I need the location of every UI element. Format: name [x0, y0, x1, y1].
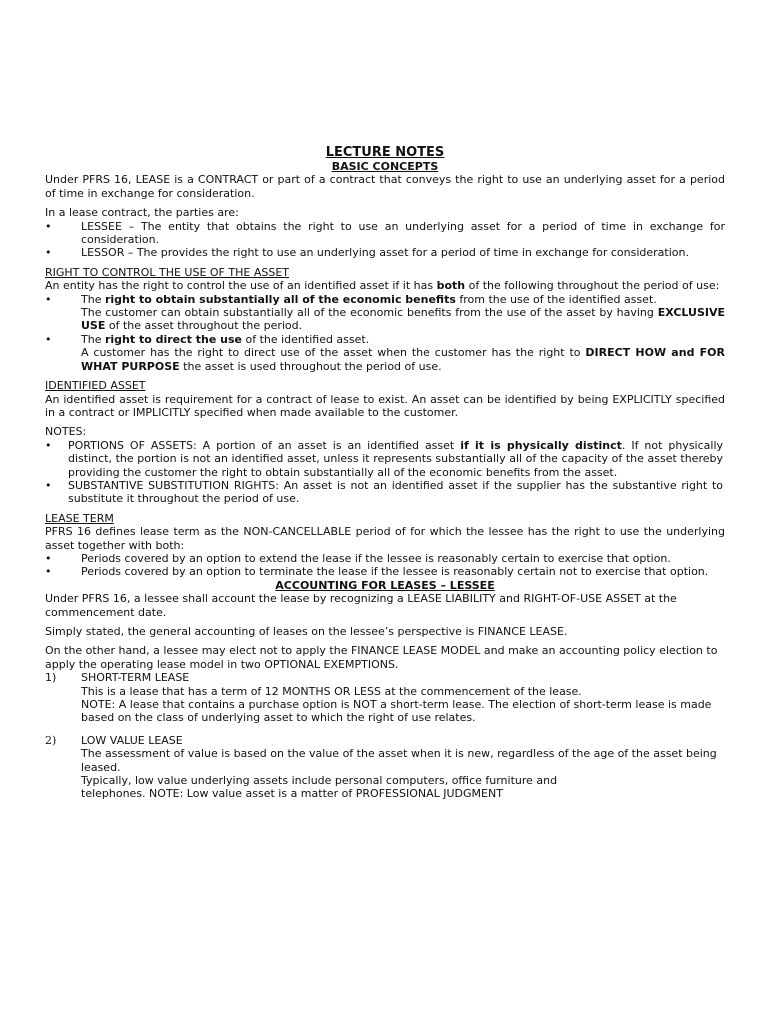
party-lessee: LESSEE – The entity that obtains the right to use an underlying asset for a period of time in exchange for consideration. — [81, 219, 725, 247]
lease-term-option-terminate: Periods covered by an option to terminate the lease if the lessee is reasonably certain not to exercise that option. — [81, 565, 709, 579]
lease-term-text: PFRS 16 defines lease term as the NON-CANCELLABLE period of for which the lessee has the right to use the underlying asset together with both: — [45, 525, 725, 552]
page-subtitle: BASIC CONCEPTS — [331, 160, 439, 173]
bullet-icon: • — [45, 438, 52, 452]
economic-benefits-item: The right to obtain substantially all of the economic benefits from the use of the identified asset. — [81, 292, 657, 306]
note-substitution-rights: SUBSTANTIVE SUBSTITUTION RIGHTS: An asset is not an identified asset if the supplier has the substantive right to substitute it throughout the period of use. — [68, 478, 723, 506]
list-item — [45, 565, 725, 578]
list-item — [45, 246, 725, 259]
list-item — [45, 220, 725, 247]
exemption-title: SHORT-TERM LEASE — [81, 671, 190, 685]
section-heading-lease-term: LEASE TERM — [45, 511, 114, 525]
section-heading-accounting: ACCOUNTING FOR LEASES – LESSEE — [275, 578, 495, 592]
bullet-icon: • — [45, 478, 52, 492]
bullet-icon: • — [45, 332, 52, 346]
exemption-line: This is a lease that has a term of 12 MONTHS OR LESS at the commencement of the lease. — [81, 684, 582, 698]
accounting-paragraph-1: Under PFRS 16, a lessee shall account the lease by recognizing a LEASE LIABILITY and RIGHT-OF-USE ASSET at the commencement date. — [45, 592, 677, 619]
bullet-icon: • — [45, 246, 52, 260]
lease-term-option-extend: Periods covered by an option to extend the lease if the lessee is reasonably certain to exercise that option. — [81, 551, 671, 565]
exemption-note: NOTE: A lease that contains a purchase option is NOT a short-term lease. The election of short-term lease is made based on the class of underlying asset to which the right of use relates. — [81, 698, 712, 725]
section-heading-identified-asset: IDENTIFIED ASSET — [45, 379, 146, 393]
list-number: 1) — [45, 671, 57, 685]
exemption-line: Typically, low value underlying assets include personal computers, office furniture and — [81, 774, 558, 788]
identified-asset-text: An identified asset is requirement for a contract of lease to exist. An asset can be identified by being EXPLICITLY specified in a contract or IMPLICITLY specified when made available to the customer. — [45, 392, 725, 419]
list-item — [45, 479, 725, 506]
accounting-paragraph-2: Simply stated, the general accounting of leases on the lessee’s perspective is FINANCE LEASE. — [45, 625, 568, 638]
exemption-note: telephones. NOTE: Low value asset is a matter of PROFESSIONAL JUDGMENT — [81, 787, 503, 801]
list-item — [45, 439, 725, 479]
bullet-icon: • — [45, 551, 52, 565]
party-lessor: LESSOR – The provides the right to use an underlying asset for a period of time in exchange for consideration. — [81, 246, 689, 260]
economic-benefits-detail: The customer can obtain substantially all of the economic benefits from the use of the asset by having EXCLUSIVE USE of the asset throughout the period. — [81, 306, 725, 333]
section-heading-right-to-control: RIGHT TO CONTROL THE USE OF THE ASSET — [45, 265, 289, 279]
exemption-title: LOW VALUE LEASE — [81, 733, 183, 747]
direct-use-detail: A customer has the right to direct use of the asset when the customer has the right to DIRECT HOW and FOR WHAT PURPOSE the asset is used throughout the period of use. — [81, 346, 725, 373]
note-portions-of-assets: PORTIONS OF ASSETS: A portion of an asset is an identified asset if it is physically distinct. If not physically distinct, the portion is not an identified asset, unless it represents substantially all of the capacity of the asset thereby providing the customer the right to obtain substantially all of the economic benefits from the asset. — [68, 438, 724, 479]
list-item — [45, 552, 725, 565]
exemption-line: The assessment of value is based on the value of the asset when it is new, regardless of the age of the asset being leased. — [81, 747, 717, 774]
document-page — [45, 145, 725, 801]
intro-paragraph: Under PFRS 16, LEASE is a CONTRACT or part of a contract that conveys the right to use an underlying asset for a period of time in exchange for consideration. — [45, 173, 725, 200]
right-to-control-intro: An entity has the right to control the use of an identified asset if it has both of the following throughout the period of use: — [45, 279, 720, 293]
bullet-icon: • — [45, 292, 52, 306]
page-title: LECTURE NOTES — [325, 145, 445, 160]
list-item — [45, 734, 725, 801]
list-item — [45, 293, 725, 333]
direct-use-item: The right to direct the use of the identified asset. — [81, 332, 370, 346]
list-item — [45, 333, 725, 373]
notes-heading: NOTES: — [45, 425, 87, 439]
accounting-paragraph-3: On the other hand, a lessee may elect not to apply the FINANCE LEASE MODEL and make an accounting policy election to apply the operating lease model in two OPTIONAL EXEMPTIONS. — [45, 644, 718, 671]
list-number: 2) — [45, 733, 57, 747]
parties-intro: In a lease contract, the parties are: — [45, 206, 239, 220]
list-item — [45, 671, 725, 725]
bullet-icon: • — [45, 219, 52, 233]
bullet-icon: • — [45, 565, 52, 579]
